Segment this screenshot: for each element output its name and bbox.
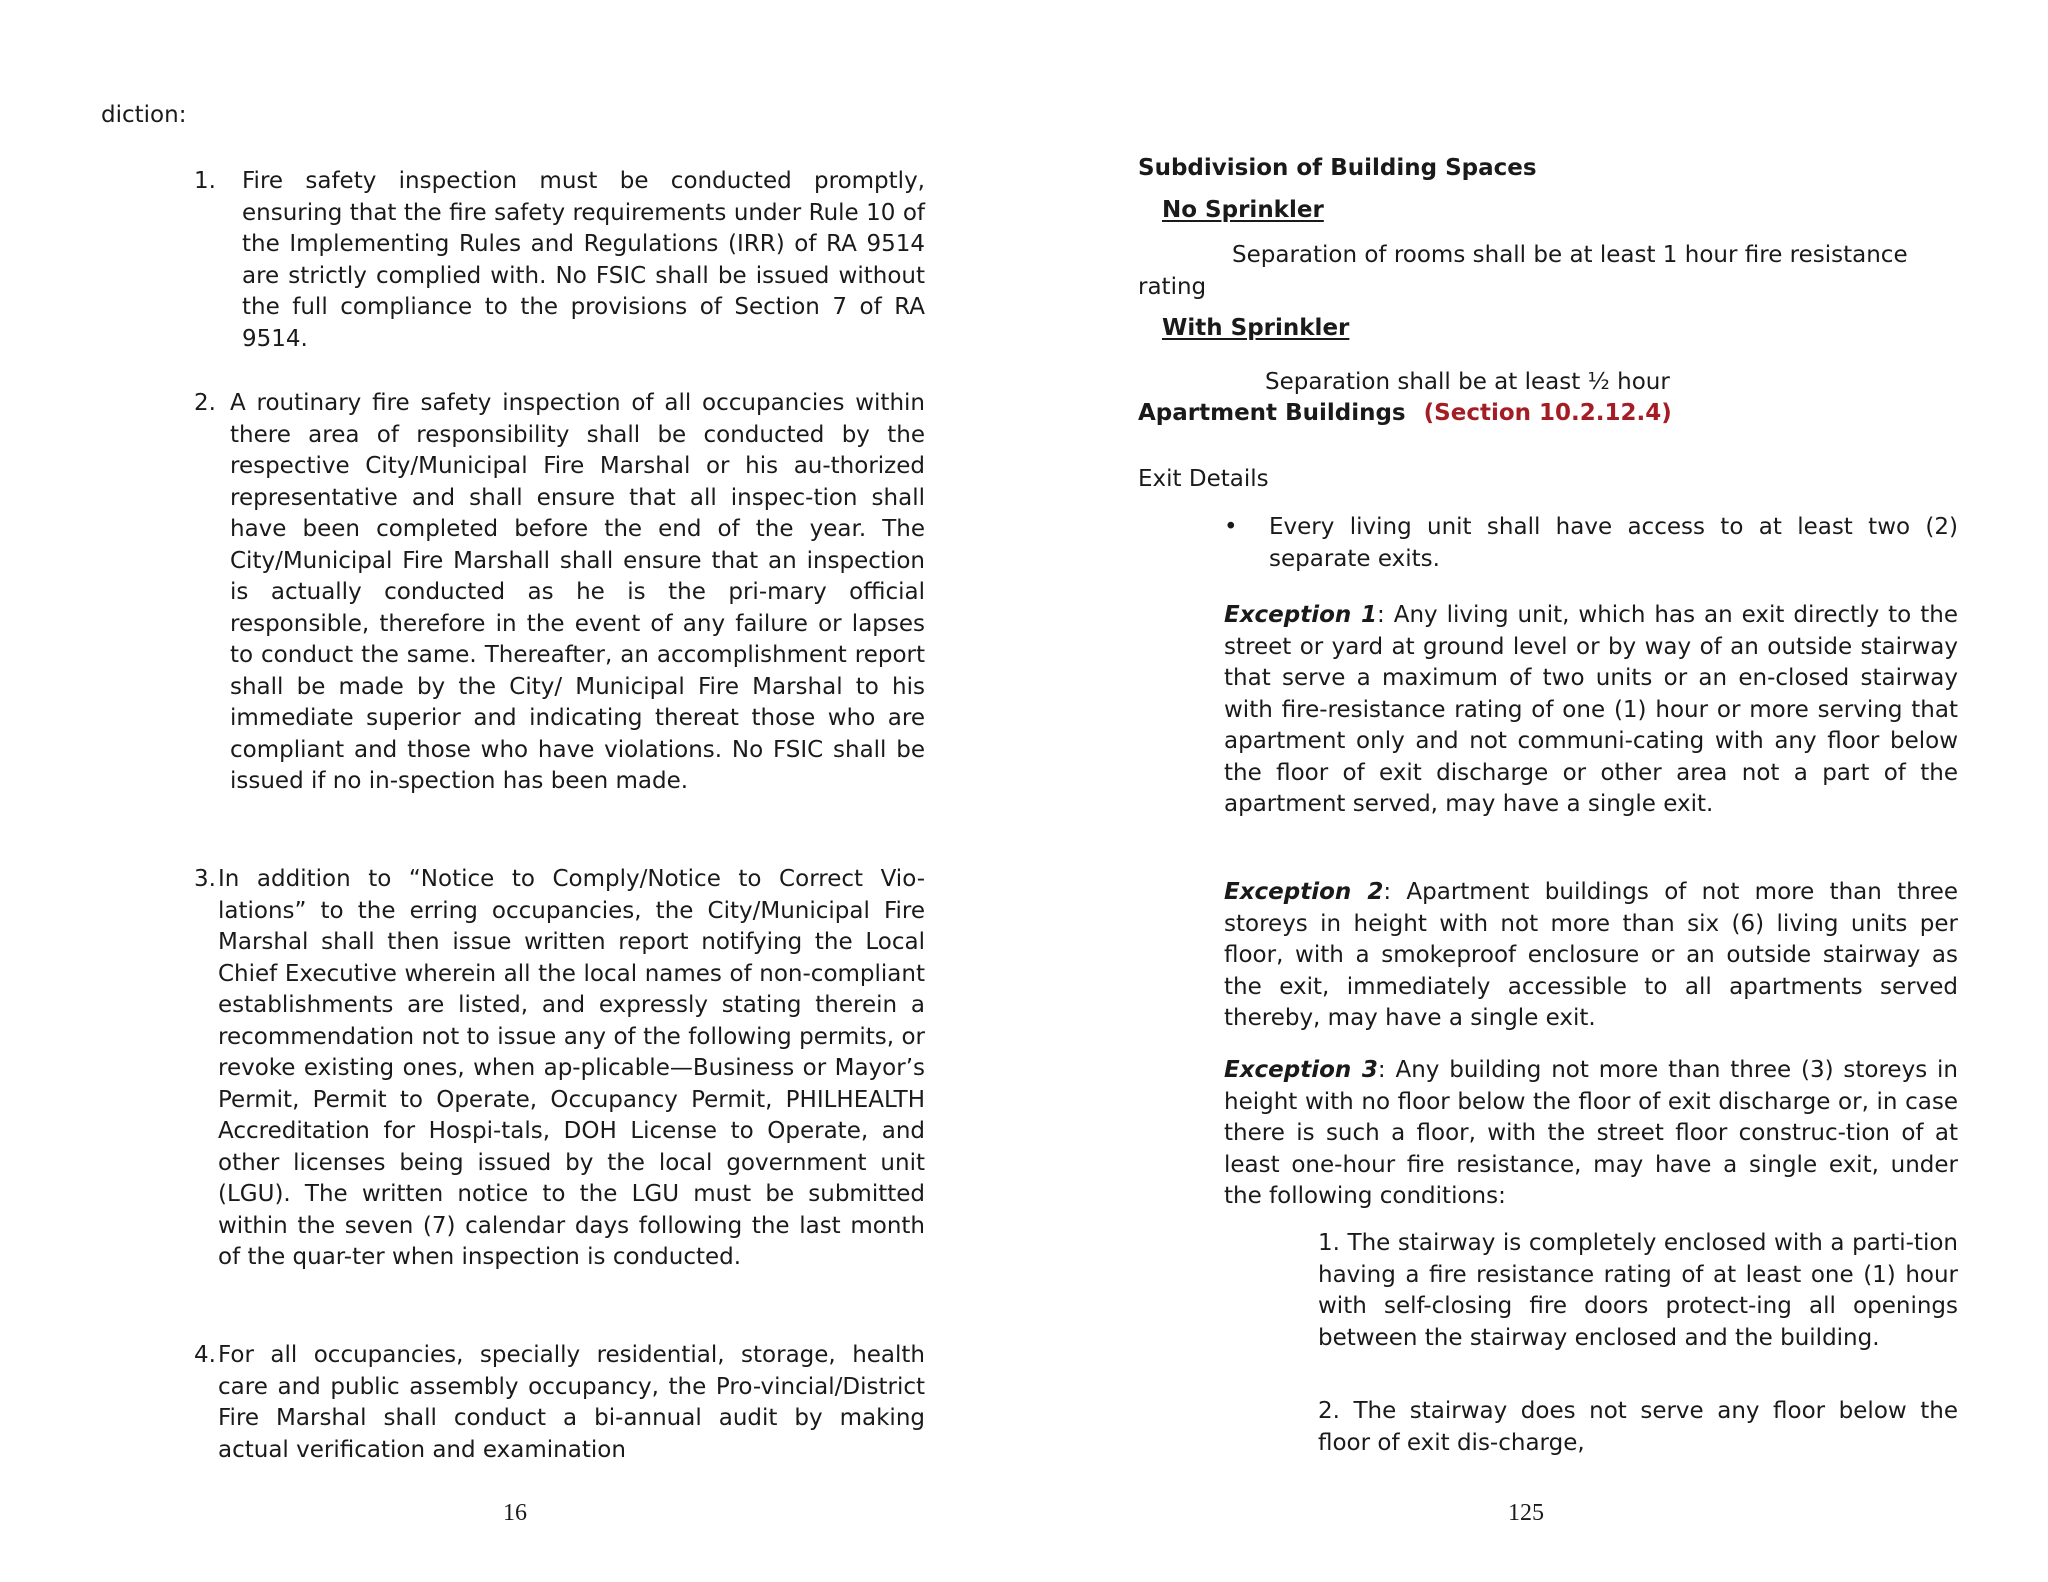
- list-item-number: 4.: [194, 1342, 216, 1368]
- with-sprinkler-heading: With Sprinkler: [1162, 315, 1350, 341]
- list-item-number: 1.: [194, 168, 216, 194]
- no-sprinkler-text-cont: rating: [1138, 274, 1207, 300]
- exception-text: : Apartment buildings of not more than three storeys in height with not more than six (6) living units per floor, with a smokeproof enclosure or an outside stairway as the exit, immediately accessible to all apartments served thereby, may have a single exit.: [1224, 879, 1958, 1031]
- list-item-text: A routinary fire safety inspection of all occupancies within there area of responsibility shall be conducted by the respective City/Municipal Fire Marshal or his au-thorized representative and shall ensure that all inspec-tion shall have been completed before the end of the year. The City/Municipal Fire Marshall shall ensure that an inspection is actually conducted as he is the pri-mary official responsible, therefore in the event of any failure or lapses to conduct the same. Thereafter, an accomplishment report shall be made by the City/ Municipal Fire Marshal to his immediate superior and indicating thereat those who are compliant and those who have violations. No FSIC shall be issued if no in-spection has been made.: [230, 390, 925, 794]
- page-number-right: 125: [1508, 1500, 1544, 1526]
- page-number-left: 16: [503, 1500, 527, 1526]
- exit-details-label: Exit Details: [1138, 466, 1269, 492]
- apartment-heading: [1138, 400, 1672, 426]
- list-item-text: In addition to “Notice to Comply/Notice to Correct Vio-lations” to the erring occupancies, the City/Municipal Fire Marshal shall then issue written report notifying the Local Chief Executive wherein all the local names of non-compliant establishments are listed, and expressly stating therein a recommendation not to issue any of the following permits, or revoke existing ones, when ap-plicable—Business or Mayor’s Permit, Permit to Operate, Occupancy Permit, PHILHEALTH Accreditation for Hospi-tals, DOH License to Operate, and other licenses being issued by the local government unit (LGU). The written notice to the LGU must be submitted within the seven (7) calendar days following the last month of the quar-ter when inspection is conducted.: [218, 866, 925, 1270]
- exception-label: Exception 1: [1224, 602, 1377, 628]
- exception-paragraph: [1224, 1055, 1958, 1213]
- list-item-text: For all occupancies, specially residential, storage, health care and public assembly occupancy, the Pro-vincial/District Fire Marshal shall conduct a bi-annual audit by making actual verification and examination: [218, 1342, 925, 1463]
- exception-paragraph: [1224, 600, 1958, 821]
- bullet-icon: •: [1224, 514, 1238, 540]
- list-item-text: Fire safety inspection must be conducted promptly, ensuring that the fire safety requirements under Rule 10 of the Implementing Rules and Regulations (IRR) of RA 9514 are strictly complied with. No FSIC shall be issued without the full compliance to the provisions of Section 7 of RA 9514.: [242, 168, 925, 352]
- no-sprinkler-heading: No Sprinkler: [1162, 197, 1324, 223]
- lead-text: diction:: [101, 102, 187, 128]
- exception-paragraph: [1224, 877, 1958, 1035]
- list-item-number: 3.: [194, 866, 216, 892]
- condition-item: 1. The stairway is completely enclosed with a parti-tion having a fire resistance rating of at least one (1) hour with self-closing fire doors protect-ing all openings between the stairway enclosed and the building.: [1318, 1230, 1958, 1351]
- apartment-heading-label: Apartment Buildings: [1138, 400, 1406, 426]
- bullet-text: Every living unit shall have access to at least two (2) separate exits.: [1269, 514, 1958, 572]
- with-sprinkler-text: Separation shall be at least ½ hour: [1265, 369, 1670, 395]
- list-item-number: 2.: [194, 390, 216, 416]
- exception-label: Exception 3: [1224, 1057, 1378, 1083]
- exception-text: : Any building not more than three (3) storeys in height with no floor below the floor of exit discharge or, in case there is such a floor, with the street floor construc-tion of at least one-hour fire resistance, may have a single exit, under the following conditions:: [1224, 1057, 1958, 1209]
- exception-text: : Any living unit, which has an exit directly to the street or yard at ground level or by way of an outside stairway that serve a maximum of two units or an en-closed stairway with fire-resistance rating of one (1) hour or more serving that apartment only and not communi-cating with any floor below the floor of exit discharge or other area not a part of the apartment served, may have a single exit.: [1224, 602, 1958, 817]
- no-sprinkler-text: Separation of rooms shall be at least 1 hour fire resistance: [1232, 242, 1908, 268]
- subdivision-heading: Subdivision of Building Spaces: [1138, 155, 1537, 181]
- section-reference: (Section 10.2.12.4): [1423, 400, 1672, 426]
- condition-item: 2. The stairway does not serve any floor below the floor of exit dis-charge,: [1318, 1398, 1958, 1456]
- exception-label: Exception 2: [1224, 879, 1384, 905]
